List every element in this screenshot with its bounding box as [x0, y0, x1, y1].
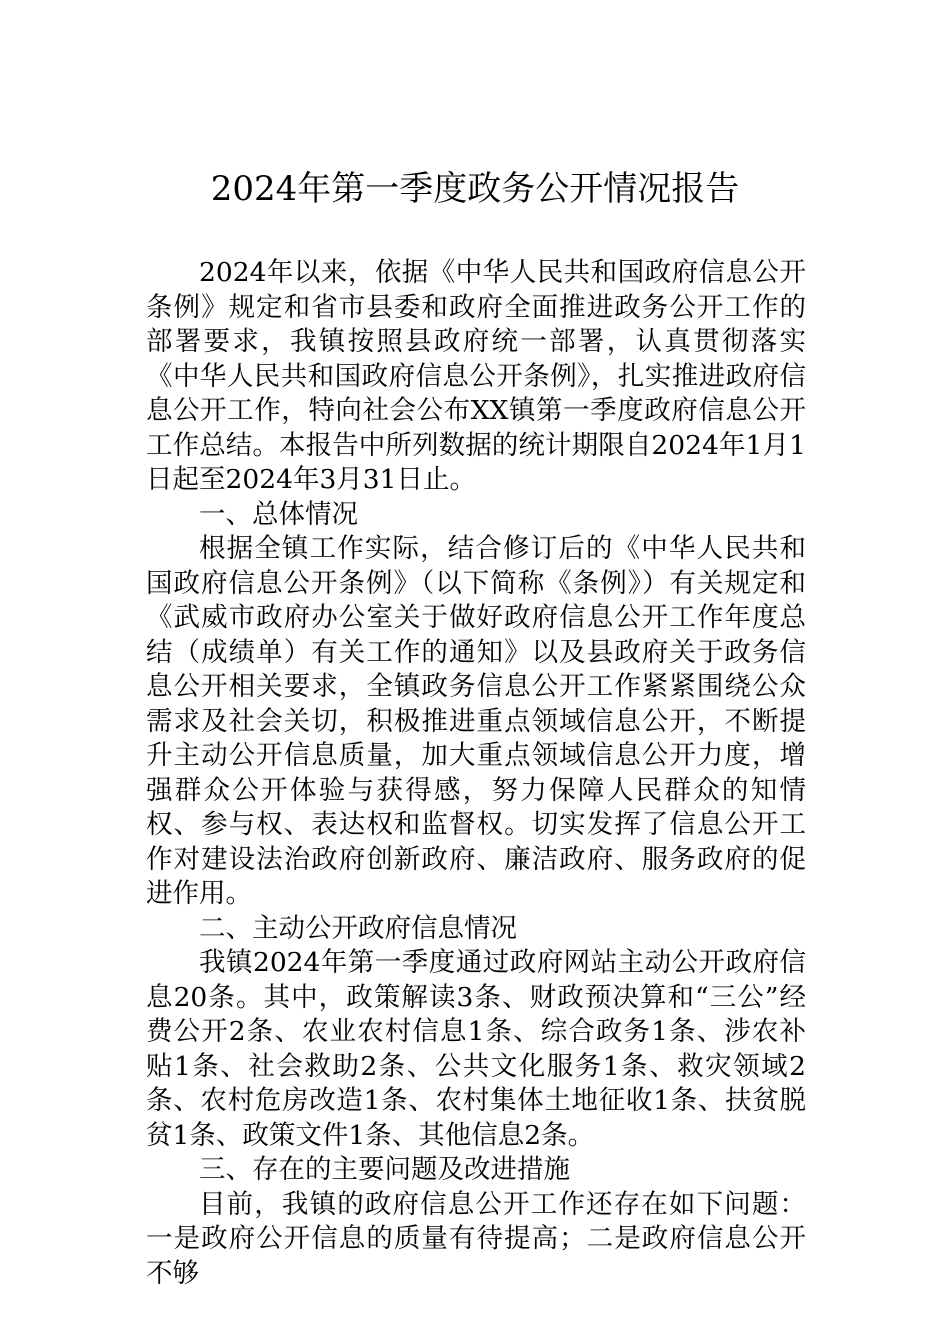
- document-body: [146, 256, 806, 1291]
- section-heading-overview: 一、总体情况: [199, 498, 358, 530]
- problems-paragraph: 目前，我镇的政府信息公开工作还存在如下问题：一是政府公开信息的质量有待提高；二是政府信息公开不够: [146, 1188, 806, 1289]
- intro-paragraph: 2024年以来，依据《中华人民共和国政府信息公开条例》规定和省市县委和政府全面推进政务公开工作的部署要求，我镇按照县政府统一部署，认真贯彻落实《中华人民共和国政府信息公开条例》，扎实推进政府信息公开工作，特向社会公布XX镇第一季度政府信息公开工作总结。本报告中所列数据的统计期限自2024年1月1日起至2024年3月31日止。: [146, 257, 806, 495]
- document-title: 2024年第一季度政务公开情况报告: [210, 169, 740, 209]
- section-heading-problems: 三、存在的主要问题及改进措施: [199, 1154, 570, 1185]
- proactive-disclosure-paragraph: 我镇2024年第一季度通过政府网站主动公开政府信息20条。其中，政策解读3条、财政预决算和“三公”经费公开2条、农业农村信息1条、综合政务1条、涉农补贴1条、社会救助2条、公共文化服务1条、救灾领域2条、农村危房改造1条、农村集体土地征收1条、扶贫脱贫1条、政策文件1条、其他信息2条。: [146, 947, 806, 1151]
- overview-paragraph: 根据全镇工作实际，结合修订后的《中华人民共和国政府信息公开条例》（以下简称《条例》）有关规定和《武威市政府办公室关于做好政府信息公开工作年度总结（成绩单）有关工作的通知》以及县政府关于政务信息公开相关要求，全镇政务信息公开工作紧紧围绕公众需求及社会关切，积极推进重点领域信息公开，不断提升主动公开信息质量，加大重点领域信息公开力度，增强群众公开体验与获得感，努力保障人民群众的知情权、参与权、表达权和监督权。切实发挥了信息公开工作对建设法治政府创新政府、廉洁政府、服务政府的促进作用。: [146, 533, 806, 909]
- section-heading-proactive-disclosure: 二、主动公开政府信息情况: [199, 912, 517, 944]
